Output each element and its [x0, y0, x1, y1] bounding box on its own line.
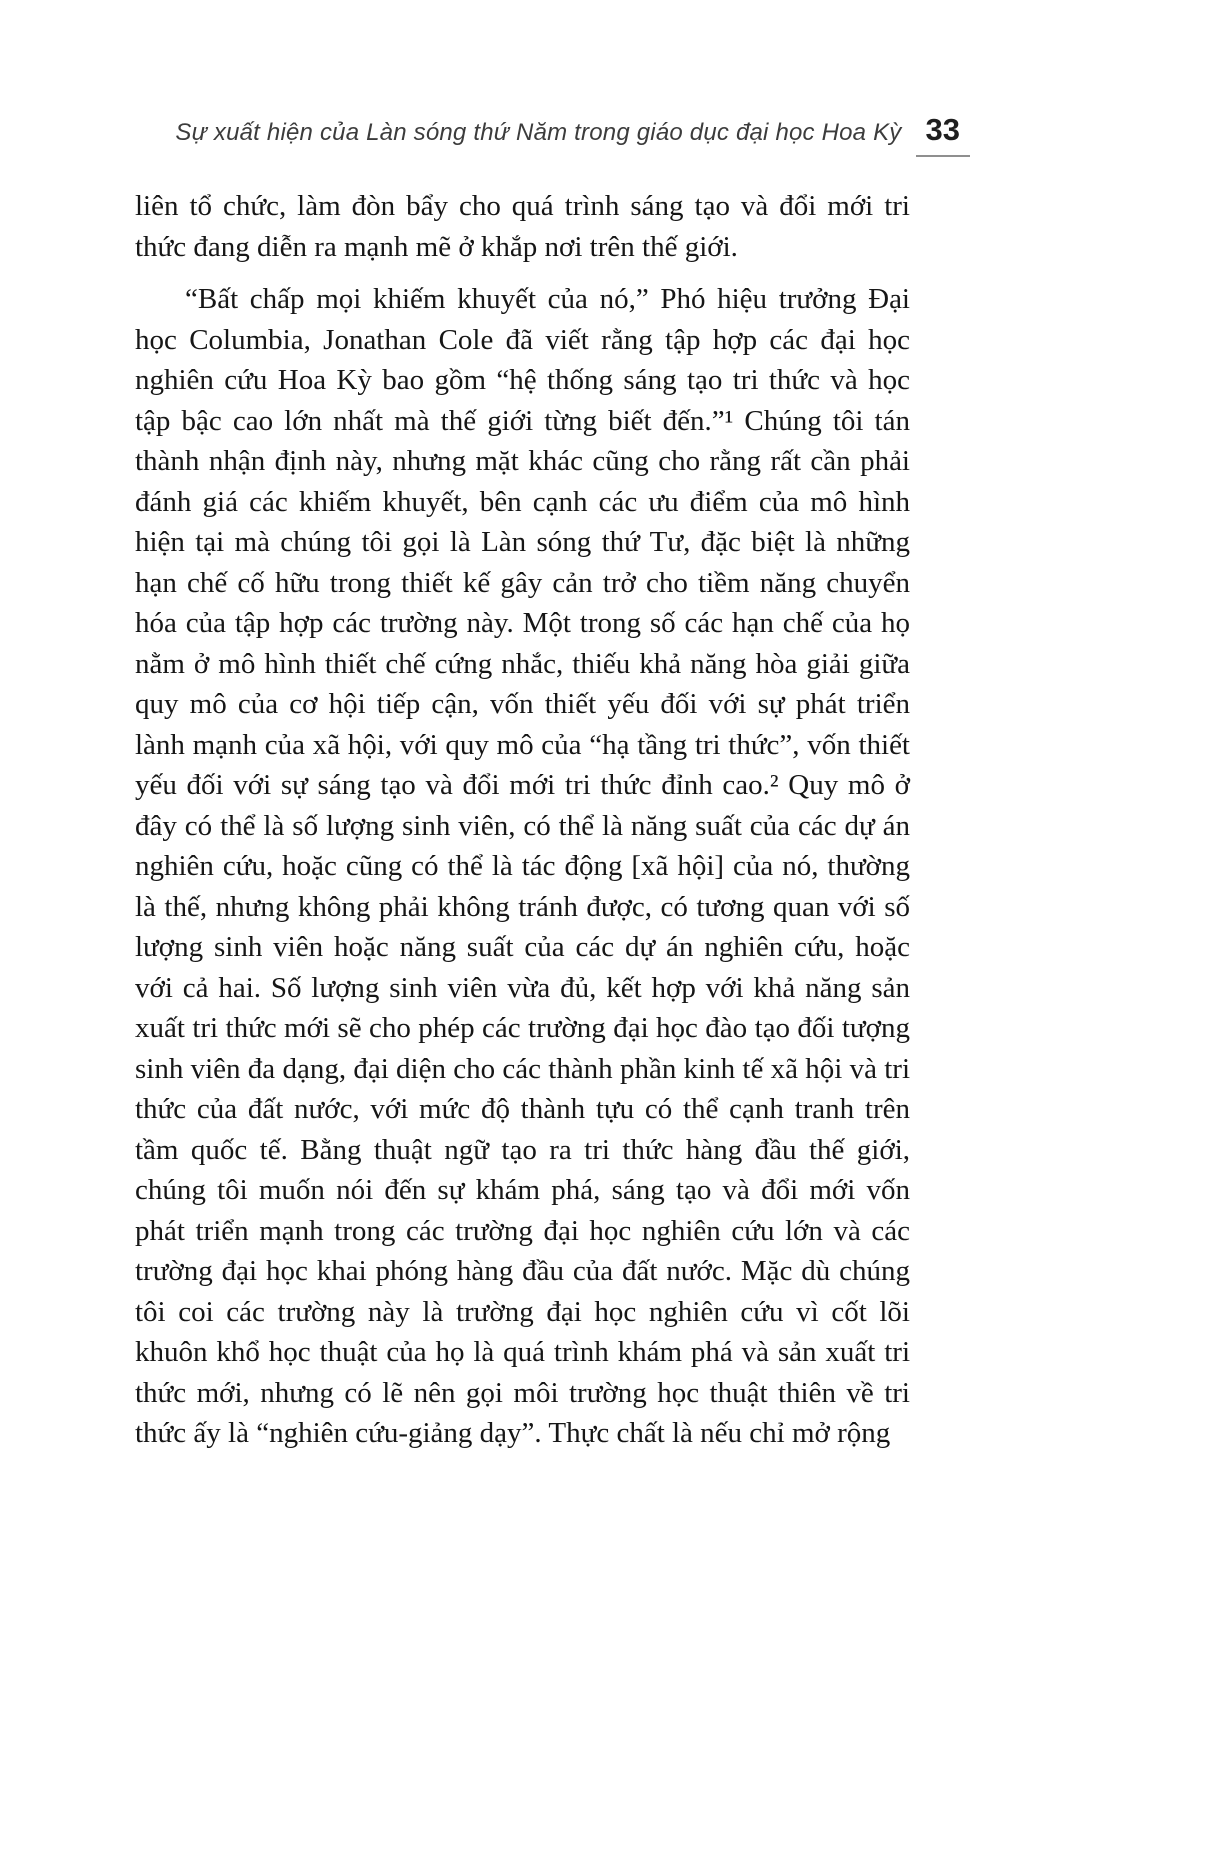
paragraph-continuation: liên tổ chức, làm đòn bẩy cho quá trình sáng tạo và đổi mới tri thức đang diễn ra mạnh mẽ ở khắp nơi trên thế giới.: [135, 190, 910, 263]
page-number: 33: [916, 112, 970, 157]
page-header: [135, 112, 970, 157]
paragraph-main: “Bất chấp mọi khiếm khuyết của nó,” Phó hiệu trưởng Đại học Columbia, Jonathan Cole đã viết rằng tập hợp các đại học nghiên cứu Hoa Kỳ bao gồm “hệ thống sáng tạo tri thức và học tập bậc cao lớn nhất mà thế giới từng biết đến.”¹ Chúng tôi tán thành nhận định này, nhưng mặt khác cũng cho rằng rất cần phải đánh giá các khiếm khuyết, bên cạnh các ưu điểm của mô hình hiện tại mà chúng tôi gọi là Làn sóng thứ Tư, đặc biệt là những hạn chế cố hữu trong thiết kế gây cản trở cho tiềm năng chuyển hóa của tập hợp các trường này. Một trong số các hạn chế của họ nằm ở mô hình thiết chế cứng nhắc, thiếu khả năng hòa giải giữa quy mô của cơ hội tiếp cận, vốn thiết yếu đối với sự phát triển lành mạnh của xã hội, với quy mô của “hạ tầng tri thức”, vốn thiết yếu đối với sự sáng tạo và đổi mới tri thức đỉnh cao.² Quy mô ở đây có thể là số lượng sinh viên, có thể là năng suất của các dự án nghiên cứu, hoặc cũng có thể là tác động [xã hội] của nó, thường là thế, nhưng không phải không tránh được, có tương quan với số lượng sinh viên hoặc năng suất của các dự án nghiên cứu, hoặc với cả hai. Số lượng sinh viên vừa đủ, kết hợp với khả năng sản xuất tri thức mới sẽ cho phép các trường đại học đào tạo đối tượng sinh viên đa dạng, đại diện cho các thành phần kinh tế xã hội và tri thức của đất nước, với mức độ thành tựu có thể cạnh tranh trên tầm quốc tế. Bằng thuật ngữ tạo ra tri thức hàng đầu thế giới, chúng tôi muốn nói đến sự khám phá, sáng tạo và đổi mới vốn phát triển mạnh trong các trường đại học nghiên cứu lớn và các trường đại học khai phóng hàng đầu của đất nước. Mặc dù chúng tôi coi các trường này là trường đại học nghiên cứu vì cốt lõi khuôn khổ học thuật của họ là quá trình khám phá và sản xuất tri thức mới, nhưng có lẽ nên gọi môi trường học thuật thiên về tri thức ấy là “nghiên cứu-giảng dạy”. Thực chất là nếu chỉ mở rộng: [135, 283, 910, 1449]
page-body: [135, 186, 910, 1454]
running-head-title: Sự xuất hiện của Làn sóng thứ Năm trong giáo dục đại học Hoa Kỳ: [175, 119, 902, 146]
